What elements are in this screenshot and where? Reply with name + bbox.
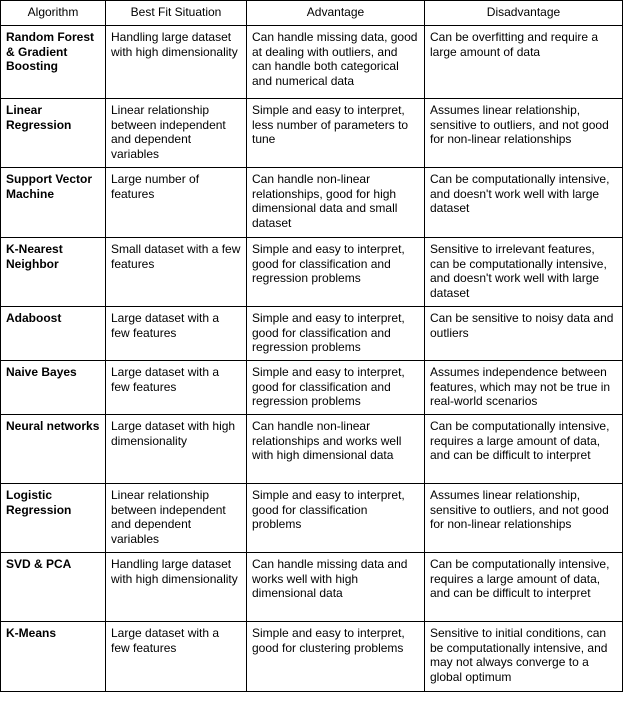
best-fit-cell: Large dataset with high dimensionality [106,415,247,484]
table-row [1,168,623,238]
advantage-cell: Can handle missing data, good at dealing with outliers, and can handle both categorical and numerical data [247,26,425,99]
disadvantage-cell: Can be computationally intensive, requires a large amount of data, and can be difficult to interpret [425,553,623,622]
best-fit-cell: Large dataset with a few features [106,361,247,415]
disadvantage-cell: Can be computationally intensive, requires a large amount of data, and can be difficult to interpret [425,415,623,484]
best-fit-cell: Small dataset with a few features [106,238,247,307]
advantage-cell: Simple and easy to interpret, good for classification problems [247,484,425,553]
algorithm-cell: Neural networks [1,415,106,484]
advantage-cell: Simple and easy to interpret, good for classification and regression problems [247,238,425,307]
table-row [1,26,623,99]
best-fit-cell: Handling large dataset with high dimensionality [106,553,247,622]
header-advantage: Advantage [247,1,425,26]
advantage-cell: Simple and easy to interpret, less number of parameters to tune [247,99,425,168]
algorithm-cell: Random Forest & Gradient Boosting [1,26,106,99]
best-fit-cell: Large dataset with a few features [106,622,247,692]
table-row [1,484,623,553]
advantage-cell: Can handle missing data and works well with high dimensional data [247,553,425,622]
table-body [1,26,623,692]
header-best-fit-situation: Best Fit Situation [106,1,247,26]
table-header [1,1,623,26]
disadvantage-cell: Assumes independence between features, which may not be true in real-world scenarios [425,361,623,415]
best-fit-cell: Linear relationship between independent and dependent variables [106,99,247,168]
disadvantage-cell: Can be sensitive to noisy data and outliers [425,307,623,361]
advantage-cell: Simple and easy to interpret, good for clustering problems [247,622,425,692]
table-row [1,238,623,307]
advantage-cell: Can handle non-linear relationships and works well with high dimensional data [247,415,425,484]
disadvantage-cell: Can be computationally intensive, and doesn't work well with large dataset [425,168,623,238]
algorithm-cell: Adaboost [1,307,106,361]
algorithm-cell: Logistic Regression [1,484,106,553]
best-fit-cell: Large number of features [106,168,247,238]
advantage-cell: Can handle non-linear relationships, good for high dimensional data and small dataset [247,168,425,238]
table-row [1,99,623,168]
header-algorithm: Algorithm [1,1,106,26]
algorithm-cell: Linear Regression [1,99,106,168]
disadvantage-cell: Can be overfitting and require a large amount of data [425,26,623,99]
algorithm-cell: Support Vector Machine [1,168,106,238]
algorithm-cell: SVD & PCA [1,553,106,622]
disadvantage-cell: Assumes linear relationship, sensitive to outliers, and not good for non-linear relationships [425,484,623,553]
algorithm-cell: K-Means [1,622,106,692]
advantage-cell: Simple and easy to interpret, good for classification and regression problems [247,361,425,415]
disadvantage-cell: Sensitive to initial conditions, can be computationally intensive, and may not always converge to a global optimum [425,622,623,692]
table-row [1,361,623,415]
table-row [1,307,623,361]
best-fit-cell: Handling large dataset with high dimensionality [106,26,247,99]
disadvantage-cell: Assumes linear relationship, sensitive to outliers, and not good for non-linear relationships [425,99,623,168]
table-row [1,553,623,622]
header-disadvantage: Disadvantage [425,1,623,26]
algorithm-cell: Naive Bayes [1,361,106,415]
table-row [1,622,623,692]
table-row [1,415,623,484]
best-fit-cell: Linear relationship between independent and dependent variables [106,484,247,553]
algorithm-cell: K-Nearest Neighbor [1,238,106,307]
header-row [1,1,623,26]
advantage-cell: Simple and easy to interpret, good for classification and regression problems [247,307,425,361]
disadvantage-cell: Sensitive to irrelevant features, can be computationally intensive, and doesn't work well with large dataset [425,238,623,307]
best-fit-cell: Large dataset with a few features [106,307,247,361]
